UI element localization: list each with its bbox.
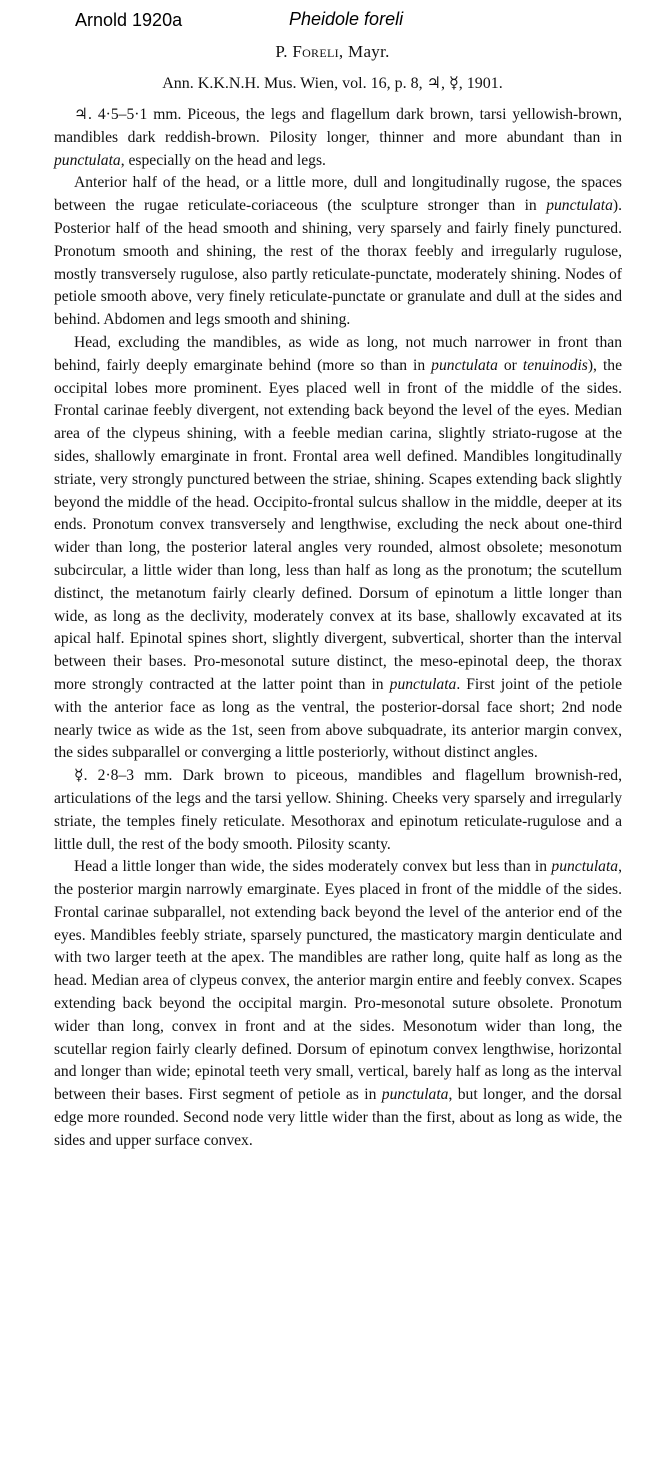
text-run: ). Posterior half of the head smooth and shining, very sparsely and fairly finely punctured. Pronotum smooth and shining, the rest of the thorax feebly and irregularly rugulose, mostly transversely rugulose, also partly reticulate-punctate, moderately shining. Nodes of petiole smooth above, very finely reticulate-punctate or granulate and dull at the sides and behind. Abdomen and legs smooth and shining. (54, 197, 622, 329)
text-run: , especially on the head and legs. (120, 151, 326, 169)
text-run: ♃. 4·5–5·1 mm. Piceous, the legs and flagellum dark brown, tarsi yellowish-brown, mandibles dark reddish-brown. Pilosity longer, thinner and more abundant than in (54, 106, 622, 146)
italic-term: punctulata (546, 197, 613, 215)
italic-term: punctulata (54, 151, 121, 169)
italic-term: punctulata (381, 1086, 449, 1104)
title-author: , Mayr. (338, 42, 390, 61)
description-body (54, 104, 622, 1153)
text-run: , the posterior margin narrowly emarginate. Eyes placed in front of the middle of the sides. Frontal carinae subparallel, not extending back beyond the level of the anterior end of the eyes. Mandibles feebly striate, sparsely punctured, the masticatory margin denticulate and with two larger teeth at the apex. The mandibles are rather long, quite half as long as the head. Median area of clypeus convex, the anterior margin entire and feebly convex. Scapes extending back beyond the occipital margin. Pro-mesonotal suture obsolete. Pronotum wider than long, convex in front and at the sides. Mesonotum wider than long, the scutellar region fairly clearly defined. Dorsum of epinotum convex lengthwise, horizontal and longer than wide; epinotal teeth very small, vertical, barely half as long as the interval between their bases. First segment of petiole as in (54, 858, 622, 1104)
paragraph (54, 172, 622, 332)
species-title (0, 42, 665, 62)
paragraph (54, 765, 622, 856)
text-run: ☿. 2·8–3 mm. Dark brown to piceous, mandibles and flagellum brownish-red, articulations of the legs and the tarsi yellow. Shining. Cheeks very sparsely and irregularly striate, the temples finely reticulate. Mesothorax and epinotum reticulate-rugulose and a little dull, the rest of the body smooth. Pilosity scanty. (54, 767, 622, 853)
title-species: Foreli (292, 42, 339, 61)
text-run: ), the occipital lobes more prominent. Eyes placed well in front of the middle of the sides. Frontal carinae feebly divergent, not extending back beyond the level of the eyes. Median area of the clypeus shining, with a feeble median carina, slightly striato-rugose at the sides, shallowly emarginate in front. Frontal area well defined. Mandibles longitudinally striate, very strongly punctured between the striae, shining. Scapes extending back slightly beyond the middle of the head. Occipito-frontal sulcus shallow in the middle, deeper at its ends. Pronotum convex transversely and lengthwise, excluding the neck about one-third wider than long, the posterior lateral angles very rounded, almost obsolete; mesonotum subcircular, a little wider than long, less than half as long as the pronotum; the scutellum distinct, the metanotum fairly clearly defined. Dorsum of epinotum a little longer than wide, as long as the declivity, moderately convex at its base, shallowly excavated at its apical half. Epinotal spines short, slightly divergent, subvertical, shorter than the interval between their bases. Pro-mesonotal suture distinct, the meso-epinotal deep, the thorax more strongly contracted at the latter point than in (54, 356, 623, 693)
italic-term: tenuinodis (522, 356, 588, 374)
citation: Ann. K.K.N.H. Mus. Wien, vol. 16, p. 8, ♃, ☿, 1901. (162, 75, 503, 92)
source-label: Arnold 1920a (75, 10, 183, 30)
text-run: Head a little longer than wide, the sides moderately convex but less than in (74, 858, 552, 876)
text-run: Head, excluding the mandibles, as wide as long, not much narrower in front than behind, fairly deeply emarginate behind (more so than in (54, 333, 622, 374)
paragraph (54, 332, 622, 765)
text-run: , but longer, and the dorsal edge more rounded. Second node very little wider than the first, about as long as wide, the sides and upper surface convex. (54, 1086, 622, 1149)
italic-term: punctulata (389, 675, 457, 693)
taxon-label: Pheidole foreli (289, 9, 404, 29)
italic-term: punctulata (551, 858, 619, 876)
paragraph (54, 104, 622, 172)
title-genus: P. (275, 42, 288, 61)
text-run: or (497, 356, 523, 374)
italic-term: punctulata (431, 356, 498, 374)
text-run: . First joint of the petiole with the anterior face as long as the ventral, the posterior-dorsal face short; 2nd node nearly twice as wide as the 1st, seen from above subquadrate, its anterior margin convex, the sides subparallel or converging a little posteriorly, without distinct angles. (54, 675, 623, 762)
paragraph (54, 856, 622, 1152)
text-run: Anterior half of the head, or a little more, dull and longitudinally rugose, the spaces between the rugae reticulate-coriaceous (the sculpture stronger than in (54, 174, 622, 215)
